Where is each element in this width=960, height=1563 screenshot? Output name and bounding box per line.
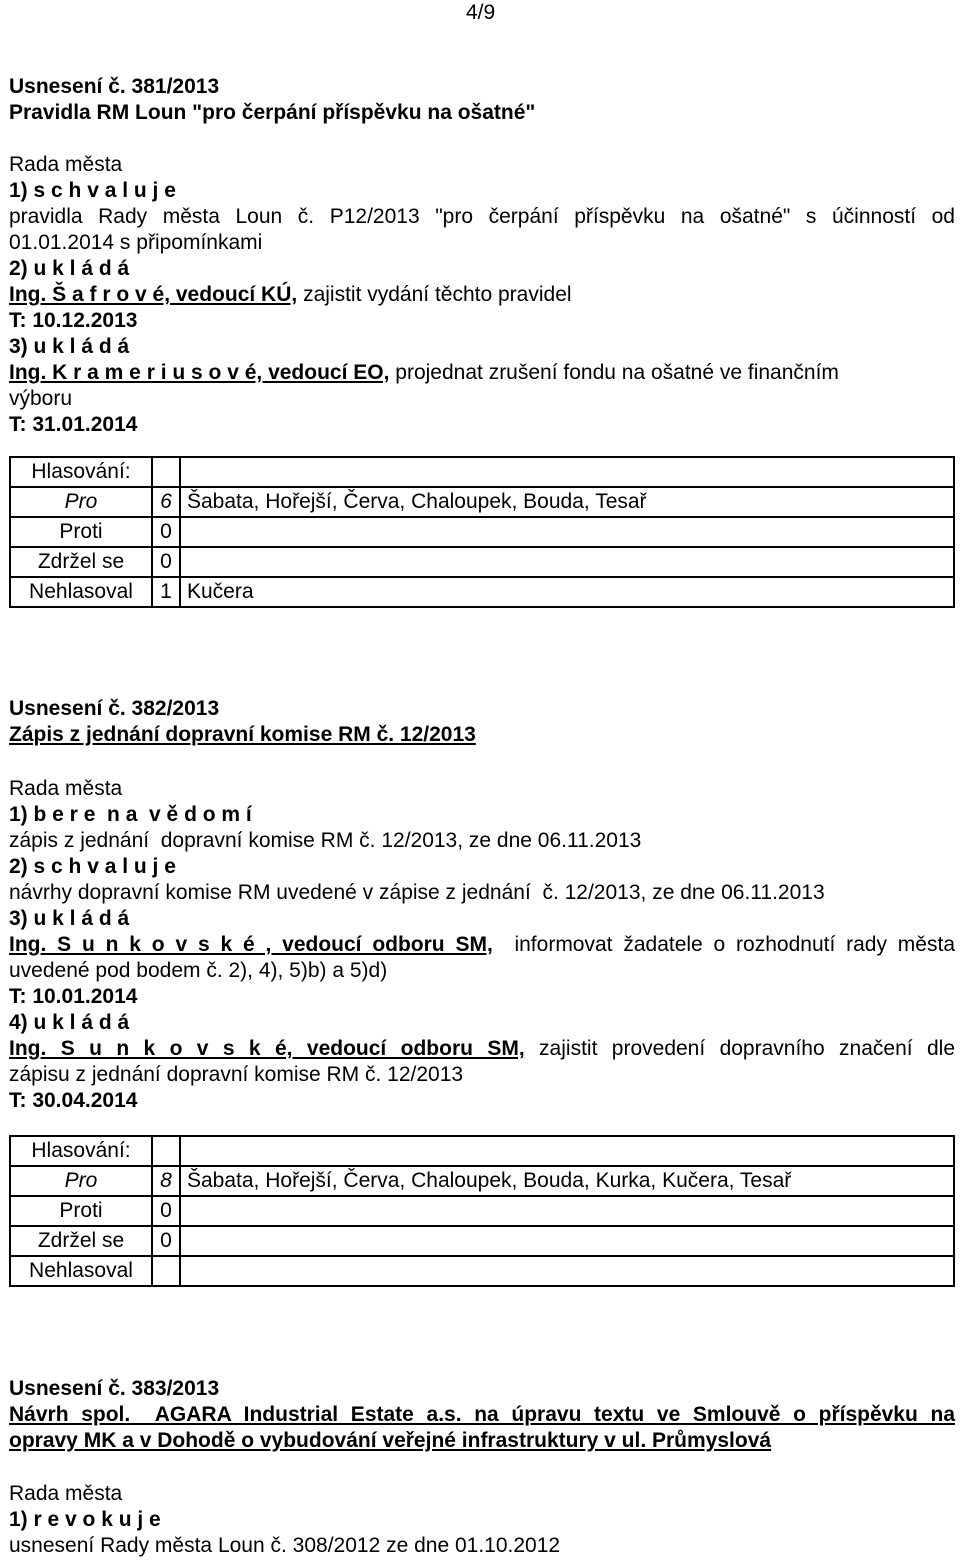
vote-count: 0 [152,1196,180,1226]
vote-names [180,1256,954,1286]
item-text: 01.01.2014 s připomínkami [9,231,263,254]
item-label: 2) s c h v a l u j e [9,855,176,878]
item-label: 3) u k l á d á [9,907,130,930]
resolution-heading: Usnesení č. 381/2013 [9,75,220,98]
item-text: projednat zrušení fondu na ošatné ve finančním [389,361,839,384]
vote-row [10,487,954,517]
item-text: zajistit vydání těchto pravidel [297,283,572,306]
item-text: zápis z jednání dopravní komise RM č. 12/2013, ze dne 06.11.2013 [9,829,642,852]
vote-count: 6 [152,487,180,517]
item-text: zajistit provedení dopravního značení dle [524,1037,956,1060]
vote-label: Proti [10,1196,152,1226]
item-label: 1) b e r e n a v ě d o m í [9,803,252,826]
vote-table [9,456,955,608]
responsible-person: Ing. S u n k o v s k é , vedoucí odboru SM, [9,933,493,956]
vote-row [10,1256,954,1286]
council-label: Rada města [9,777,123,800]
council-label: Rada města [9,1482,123,1505]
vote-names: Kučera [180,577,954,607]
vote-names [180,1226,954,1256]
vote-table [9,1135,955,1287]
vote-names: Šabata, Hořejší, Červa, Chaloupek, Bouda, Tesař [180,487,954,517]
resolution-heading: Usnesení č. 382/2013 [9,697,220,720]
resolution-383 [9,1376,955,1454]
vote-names: Šabata, Hořejší, Červa, Chaloupek, Bouda, Kurka, Kučera, Tesař [180,1166,954,1196]
vote-label: Pro [10,1166,152,1196]
vote-count: 8 [152,1166,180,1196]
item-text: výboru [9,387,73,410]
resolution-383-body [9,1481,955,1559]
vote-count: 0 [152,547,180,577]
term: T: 10.12.2013 [9,309,138,332]
responsible-person: Ing. S u n k o v s k é, vedoucí odboru SM, [9,1037,525,1060]
vote-count: 0 [152,1226,180,1256]
responsible-person: Ing. Š a f r o v é, vedoucí KÚ, [9,283,298,306]
responsible-person: Ing. K r a m e r i u s o v é, vedoucí EO, [9,361,390,384]
item-label: 2) u k l á d á [9,257,130,280]
resolution-381 [9,74,955,126]
vote-row [10,1226,954,1256]
vote-row [10,1196,954,1226]
vote-row [10,517,954,547]
resolution-title: opravy MK a v Dohodě o vybudování veřejné infrastruktury v ul. Průmyslová [9,1429,772,1452]
vote-names [180,1196,954,1226]
vote-label: Zdržel se [10,1226,152,1256]
item-label: 3) u k l á d á [9,335,130,358]
term: T: 10.01.2014 [9,985,138,1008]
item-label: 1) r e v o k u j e [9,1508,161,1531]
vote-header: Hlasování: [10,457,152,487]
vote-names [180,547,954,577]
item-label: 4) u k l á d á [9,1011,130,1034]
vote-label: Nehlasoval [10,1256,152,1286]
resolution-heading: Usnesení č. 383/2013 [9,1377,220,1400]
resolution-382-body [9,776,955,1114]
vote-header: Hlasování: [10,1136,152,1166]
resolution-title: Návrh spol. AGARA Industrial Estate a.s. na úpravu textu ve Smlouvě o příspěvku na [9,1403,955,1426]
resolution-title: Zápis z jednání dopravní komise RM č. 12/2013 [9,723,476,746]
item-text: informovat žadatele o rozhodnutí rady města [492,933,955,956]
vote-count [152,1256,180,1286]
item-text: pravidla Rady města Loun č. P12/2013 "pro čerpání příspěvku na ošatné" s účinností od [9,205,955,228]
vote-count: 0 [152,517,180,547]
vote-label: Pro [10,487,152,517]
vote-count: 1 [152,577,180,607]
vote-label: Nehlasoval [10,577,152,607]
item-label: 1) s c h v a l u j e [9,179,176,202]
vote-label: Proti [10,517,152,547]
term: T: 30.04.2014 [9,1089,138,1112]
item-text: uvedené pod bodem č. 2), 4), 5)b) a 5)d) [9,959,388,982]
term: T: 31.01.2014 [9,413,138,436]
resolution-title: Pravidla RM Loun "pro čerpání příspěvku na ošatné" [9,101,536,124]
vote-names [180,517,954,547]
vote-row [10,1166,954,1196]
item-text: návrhy dopravní komise RM uvedené v zápise z jednání č. 12/2013, ze dne 06.11.2013 [9,881,825,904]
vote-row [10,577,954,607]
item-text: zápisu z jednání dopravní komise RM č. 12/2013 [9,1063,464,1086]
vote-row [10,547,954,577]
council-label: Rada města [9,153,123,176]
vote-label: Zdržel se [10,547,152,577]
resolution-382 [9,696,955,748]
page-number: 4/9 [466,1,496,24]
resolution-381-body [9,152,955,438]
item-text: usnesení Rady města Loun č. 308/2012 ze dne 01.10.2012 [9,1534,561,1557]
